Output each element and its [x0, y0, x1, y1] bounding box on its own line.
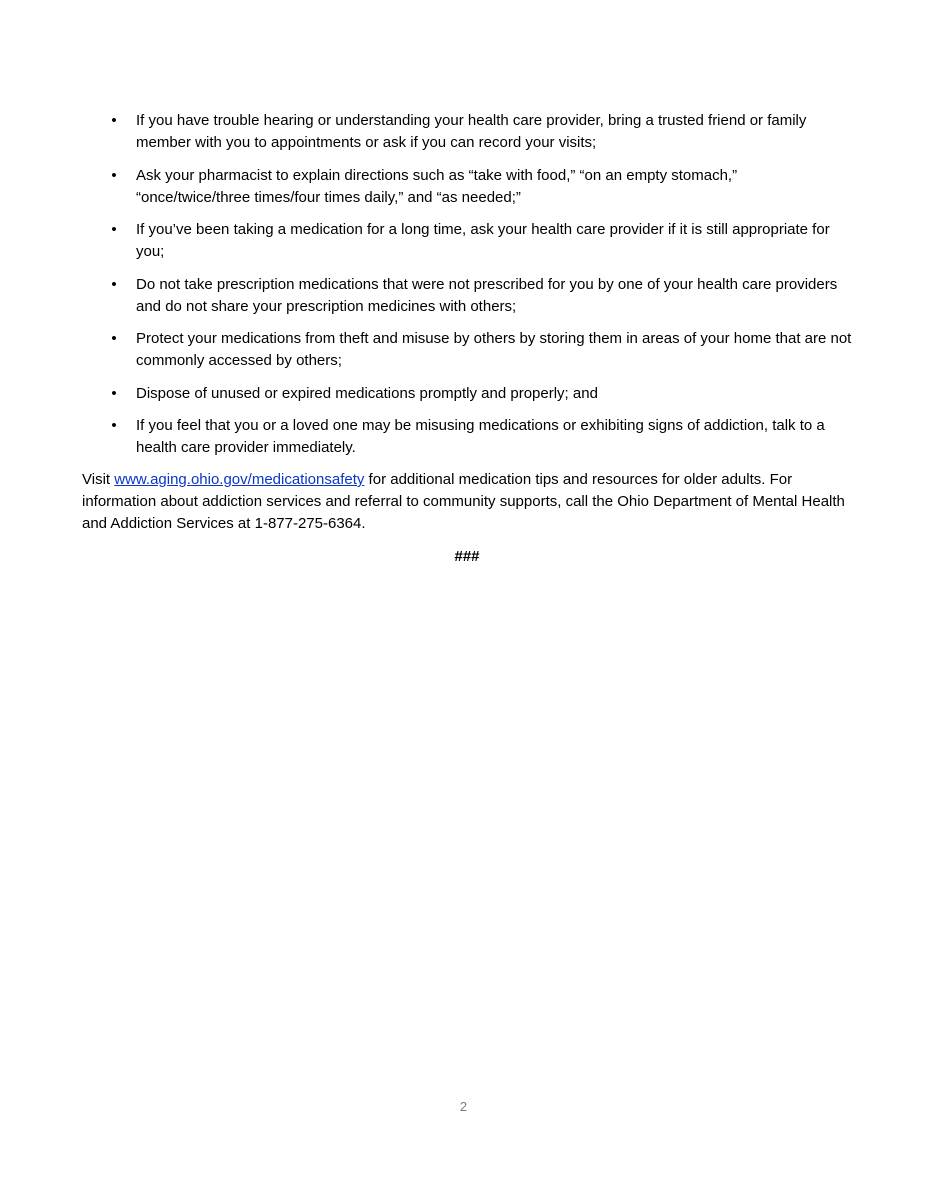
medication-safety-link[interactable]: www.aging.ohio.gov/medicationsafety	[114, 471, 365, 488]
closing-prefix: Visit	[82, 471, 115, 488]
bullet-icon: •	[111, 417, 117, 434]
tips-list	[82, 110, 852, 459]
bullet-icon: •	[111, 275, 117, 293]
list-item-text: Do not take prescription medications that were not prescribed for you by one of your health care providers and do not share your prescription medicines with others;	[136, 275, 838, 315]
list-item	[82, 219, 852, 263]
list-item	[82, 165, 852, 209]
bullet-icon: •	[111, 166, 117, 184]
list-item-text: If you have trouble hearing or understanding your health care provider, bring a trusted friend or family member with you to appointments or ask if you can record your visits;	[136, 112, 807, 151]
list-item	[82, 274, 852, 318]
list-item	[82, 383, 852, 405]
list-item	[82, 415, 852, 459]
bullet-icon: •	[111, 221, 117, 238]
closing-paragraph	[82, 469, 852, 535]
page-content	[82, 110, 852, 568]
list-item-text: If you feel that you or a loved one may be misusing medications or exhibiting signs of addiction, talk to a health care provider immediately.	[136, 417, 825, 456]
bullet-icon: •	[111, 112, 117, 129]
bullet-icon: •	[111, 384, 117, 402]
list-item	[82, 110, 852, 154]
closing-suffix: for additional medication tips and resources for older adults. For information about addiction services and referral to community supports, call the Ohio Department of Mental Health and Addiction Services at 1-877-275-6364.	[82, 471, 845, 532]
list-item	[82, 328, 852, 372]
list-item-text: If you’ve been taking a medication for a long time, ask your health care provider if it is still appropriate for you;	[136, 221, 830, 260]
list-item-text: Protect your medications from theft and misuse by others by storing them in areas of your home that are not commonly accessed by others;	[136, 330, 852, 369]
bullet-icon: •	[111, 330, 117, 347]
list-item-text: Dispose of unused or expired medications promptly and properly; and	[136, 384, 598, 402]
page-number: 2	[459, 1099, 468, 1114]
end-mark: ###	[454, 548, 480, 565]
list-item-text: Ask your pharmacist to explain directions such as “take with food,” “on an empty stomach,” “once/twice/three times/four times daily,” and “as needed;”	[136, 166, 738, 206]
